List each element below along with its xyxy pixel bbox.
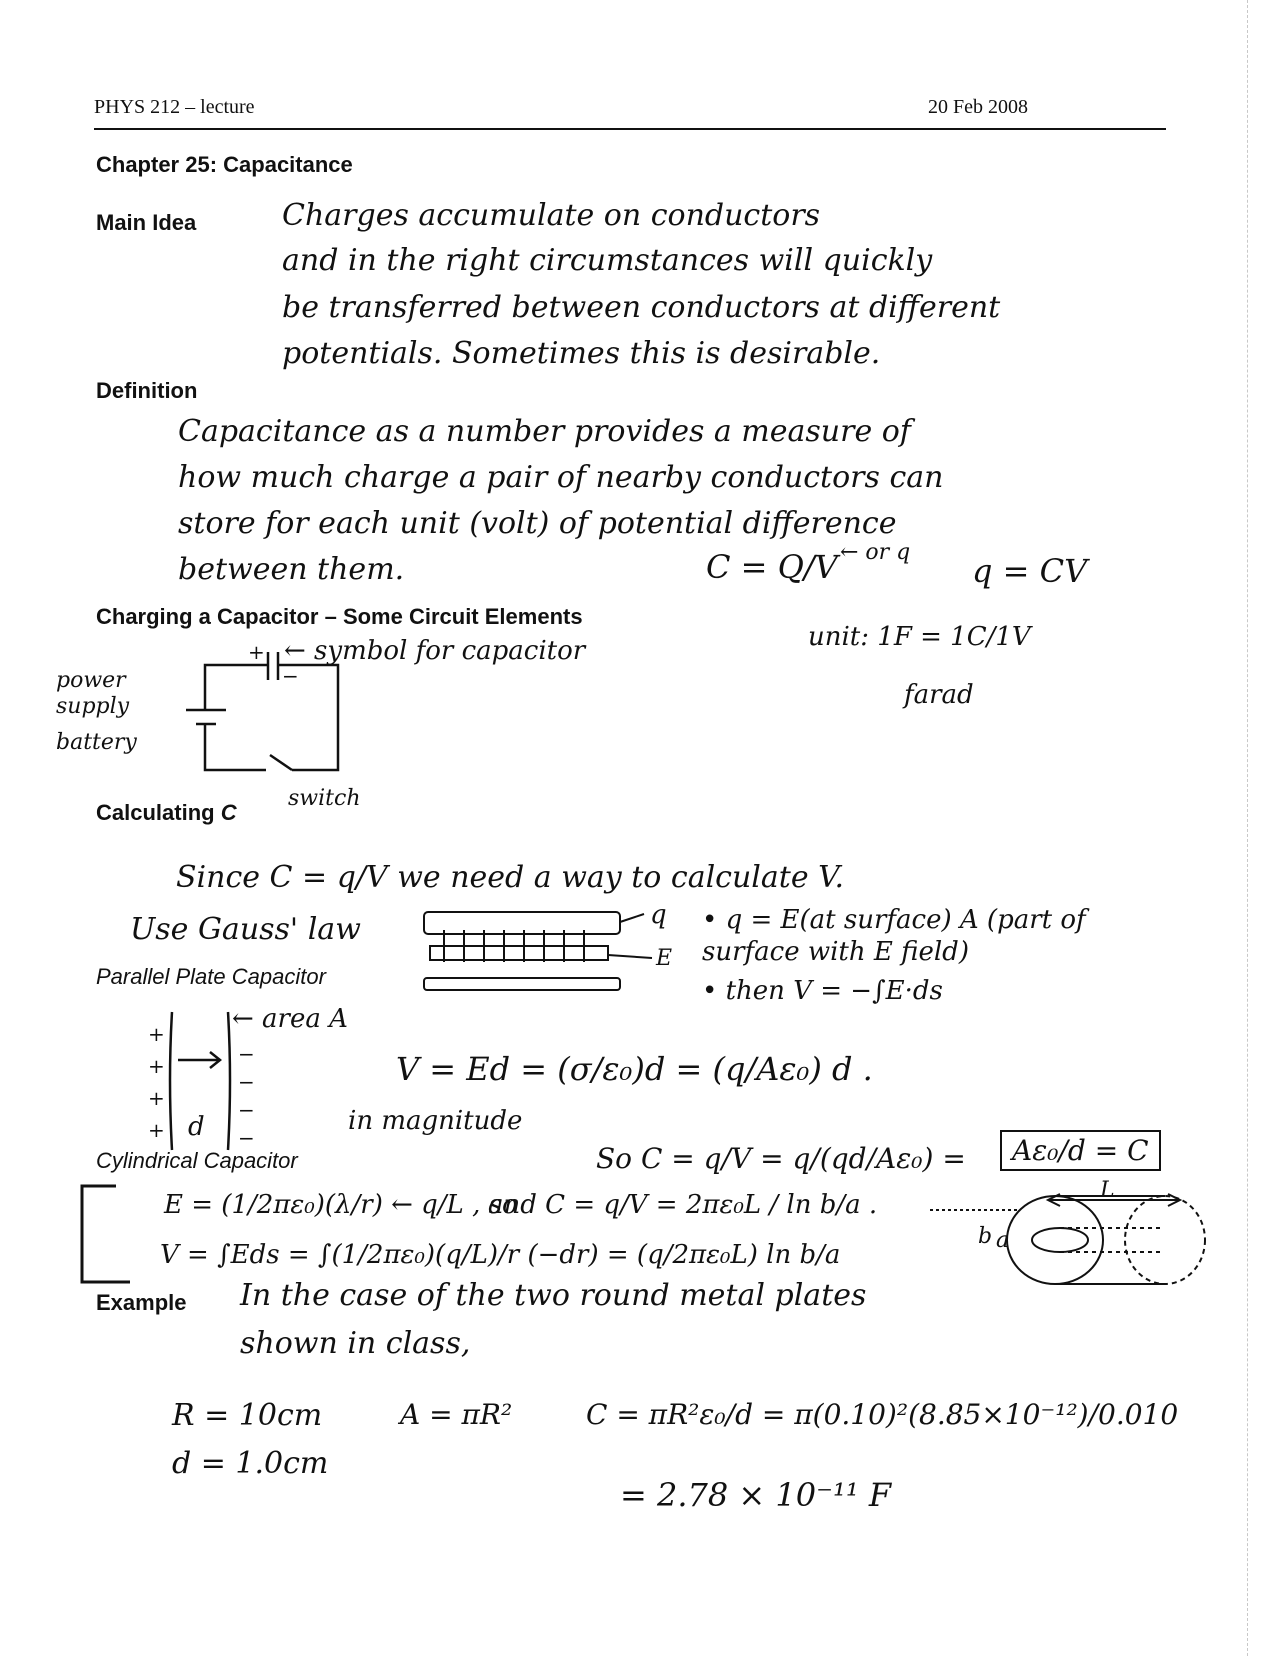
definition-line-1: Capacitance as a number provides a measure of	[178, 414, 911, 449]
battery-label: battery	[56, 730, 137, 755]
course-title: PHYS 212 – lecture	[94, 96, 255, 118]
definition-label: Definition	[96, 378, 198, 403]
example-line-1: In the case of the two round metal plates	[240, 1278, 867, 1313]
example-line-2: shown in class,	[240, 1326, 471, 1361]
capacitor-minus-sign: −	[282, 664, 299, 688]
main-idea-line-2: and in the right circumstances will quickly	[282, 243, 933, 278]
separation-value: d = 1.0cm	[172, 1446, 329, 1481]
boxed-result: Aε₀/d = C	[1000, 1130, 1161, 1171]
formula-note: ← or q	[840, 540, 911, 565]
definition-line-4: between them.	[178, 552, 405, 587]
capacitor-plus-sign: +	[248, 640, 265, 664]
cylinder-length-label: L	[1100, 1178, 1115, 1203]
gauss-law-label: Use Gauss' law	[130, 912, 361, 947]
example-label: Example	[96, 1290, 187, 1315]
main-idea-label: Main Idea	[96, 210, 197, 235]
switch-label: switch	[288, 786, 361, 811]
bullet-potential: • then V = −∫E·ds	[702, 976, 943, 1006]
capacitance-formula: C = Q/V	[706, 548, 838, 586]
gauss-q-label: q	[650, 900, 667, 930]
example-result: = 2.78 × 10⁻¹¹ F	[620, 1476, 892, 1514]
calculating-heading-var: C	[220, 800, 237, 825]
lecture-date: 20 Feb 2008	[928, 96, 1028, 118]
bullet-surface-charge: • q = E(at surface) A (part of surface with E field)	[702, 905, 1086, 967]
plate-minus-signs: − − − −	[238, 1042, 255, 1150]
definition-line-2: how much charge a pair of nearby conductors can	[178, 460, 944, 495]
calculating-heading-text: Calculating	[96, 800, 221, 825]
chapter-title: Chapter 25: Capacitance	[96, 152, 353, 177]
cylinder-a-label: a	[996, 1228, 1010, 1253]
area-label: ← area A	[232, 1004, 348, 1034]
unit-definition: unit: 1F = 1C/1V	[808, 622, 1031, 652]
cylinder-field-formula: E = (1/2πε₀)(λ/r) ← q/L , so	[164, 1190, 518, 1220]
potential-formula: V = Ed = (σ/ε₀)d = (q/Aε₀) d .	[396, 1050, 873, 1088]
charging-heading: Charging a Capacitor – Some Circuit Elements	[96, 604, 583, 629]
cylinder-b-label: b	[978, 1224, 993, 1249]
main-idea-line-3: be transferred between conductors at different	[282, 290, 1001, 325]
plate-plus-signs: + + + +	[148, 1022, 165, 1142]
gauss-e-label: E	[656, 946, 673, 971]
cylinder-capacitance-formula: and C = q/V = 2πε₀L / ln b/a .	[488, 1190, 878, 1220]
main-idea-line-1: Charges accumulate on conductors	[282, 198, 821, 233]
main-idea-line-4: potentials. Sometimes this is desirable.	[282, 336, 881, 371]
cylindrical-heading: Cylindrical Capacitor	[96, 1148, 298, 1173]
since-line: Since C = q/V we need a way to calculate V.	[176, 860, 845, 895]
parallel-plate-heading: Parallel Plate Capacitor	[96, 964, 326, 989]
unit-name: farad	[904, 680, 974, 710]
charge-formula: q = CV	[972, 552, 1088, 590]
example-capacitance-formula: C = πR²ε₀/d = π(0.10)²(8.85×10⁻¹²)/0.010	[586, 1398, 1179, 1431]
power-supply-label: power supply	[56, 668, 130, 719]
definition-line-3: store for each unit (volt) of potential difference	[178, 506, 897, 541]
magnitude-note: in magnitude	[348, 1106, 523, 1136]
area-formula: A = πR²	[400, 1398, 513, 1431]
capacitance-derivation: So C = q/V = q/(qd/Aε₀) =	[596, 1142, 966, 1175]
radius-value: R = 10cm	[172, 1398, 323, 1433]
cylinder-potential-formula: V = ∫Eds = ∫(1/2πε₀)(q/L)/r (−dr) = (q/2πε₀L) ln b/a	[160, 1240, 841, 1270]
plate-separation-label: d	[188, 1112, 205, 1142]
capacitor-symbol-label: ← symbol for capacitor	[284, 636, 586, 666]
